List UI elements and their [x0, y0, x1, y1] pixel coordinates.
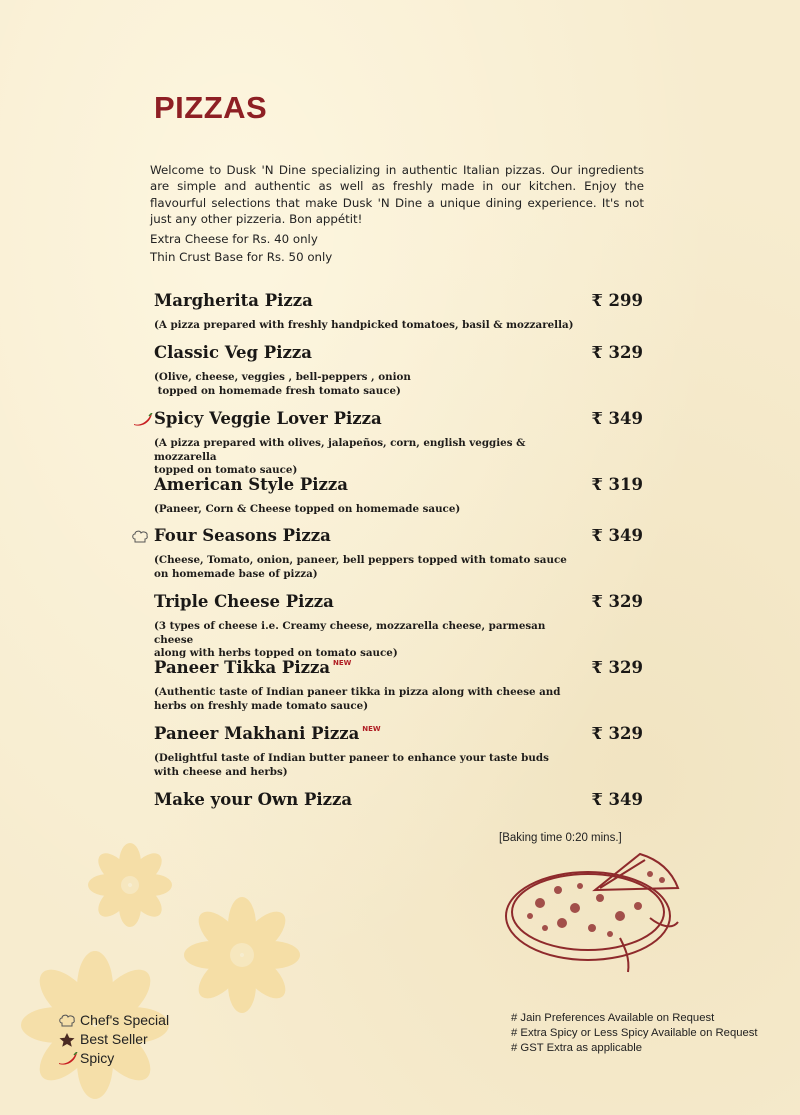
- item-desc: (Cheese, Tomato, onion, paneer, bell peppers topped with tomato sauce on homemade base of pizza): [154, 554, 567, 580]
- extra-cheese-note: Extra Cheese for Rs. 40 only: [150, 232, 318, 246]
- item-name: Make your Own Pizza: [154, 790, 353, 809]
- legend-label: Best Seller: [80, 1031, 148, 1047]
- note-line: # Jain Preferences Available on Request: [511, 1012, 715, 1024]
- flower-decoration: [85, 840, 175, 930]
- item-name: Classic Veg Pizza: [154, 343, 312, 362]
- legend-item: [58, 1030, 169, 1049]
- legend-label: Chef's Special: [80, 1012, 170, 1028]
- notes: [511, 1011, 758, 1055]
- legend-item: [58, 1011, 169, 1030]
- new-badge: NEW: [362, 725, 381, 733]
- item-price: ₹ 349: [591, 526, 643, 545]
- item-desc: (A pizza prepared with olives, jalapeños, corn, english veggies & mozzarella topped on tomato sauce): [154, 437, 526, 476]
- item-name: Triple Cheese Pizza: [154, 592, 334, 611]
- item-desc: (Authentic taste of Indian paneer tikka in pizza along with cheese and herbs on freshly made tomato sauce): [154, 686, 561, 712]
- item-desc: (Paneer, Corn & Cheese topped on homemade sauce): [154, 503, 461, 515]
- baking-time: [Baking time 0:20 mins.]: [499, 832, 622, 844]
- chili-icon: [58, 1052, 78, 1066]
- item-price: ₹ 299: [591, 291, 643, 310]
- note-line: # GST Extra as applicable: [511, 1041, 643, 1054]
- item-desc: (A pizza prepared with freshly handpicked tomatoes, basil & mozzarella): [154, 319, 574, 331]
- item-price: ₹ 349: [591, 409, 643, 428]
- pizza-illustration: [500, 848, 690, 976]
- item-price: ₹ 329: [591, 343, 643, 362]
- item-desc: (Olive, cheese, veggies , bell-peppers , onion topped on homemade fresh tomato sauce): [154, 371, 411, 397]
- item-name: Four Seasons Pizza: [154, 526, 331, 545]
- item-price: ₹ 329: [591, 724, 643, 743]
- item-desc: (Delightful taste of Indian butter paneer to enhance your taste buds with cheese and herbs): [154, 752, 549, 778]
- chili-icon: [133, 413, 153, 427]
- note-line: # Extra Spicy or Less Spicy Available on Request: [511, 1026, 758, 1039]
- item-price: ₹ 349: [591, 790, 643, 809]
- item-price: ₹ 329: [591, 658, 643, 677]
- flower-decoration: [182, 895, 302, 1015]
- item-name: Margherita Pizza: [154, 291, 313, 310]
- legend-item: [58, 1049, 169, 1068]
- thin-crust-note: Thin Crust Base for Rs. 50 only: [150, 250, 333, 264]
- chef-hat-icon: [131, 530, 149, 544]
- item-name: American Style Pizza: [154, 475, 348, 494]
- star-icon: [58, 1033, 78, 1047]
- item-price: ₹ 329: [591, 592, 643, 611]
- legend: [58, 1011, 169, 1068]
- intro-text: Welcome to Dusk 'N Dine specializing in authentic Italian pizzas. Our ingredients are simple and authentic as well as freshly made in our kitchen. Enjoy the flavourful selections that make Dusk 'N Dine a unique dining experience. It's not just any other pizzeria. Bon appétit!: [150, 163, 644, 226]
- item-name: Paneer Tikka Pizza $^{NEW}$: [154, 658, 352, 677]
- item-name: Spicy Veggie Lover Pizza: [154, 409, 382, 428]
- chef-hat-icon: [58, 1014, 78, 1028]
- item-desc: (3 types of cheese i.e. Creamy cheese, mozzarella cheese, parmesan cheese along with herbs topped on tomato sauce): [154, 620, 546, 659]
- legend-label: Spicy: [80, 1050, 115, 1066]
- page-title: PIZZAS: [154, 90, 268, 125]
- item-price: ₹ 319: [591, 475, 643, 494]
- new-badge: NEW: [333, 659, 352, 667]
- item-name: Paneer Makhani Pizza $^{NEW}$: [154, 724, 381, 743]
